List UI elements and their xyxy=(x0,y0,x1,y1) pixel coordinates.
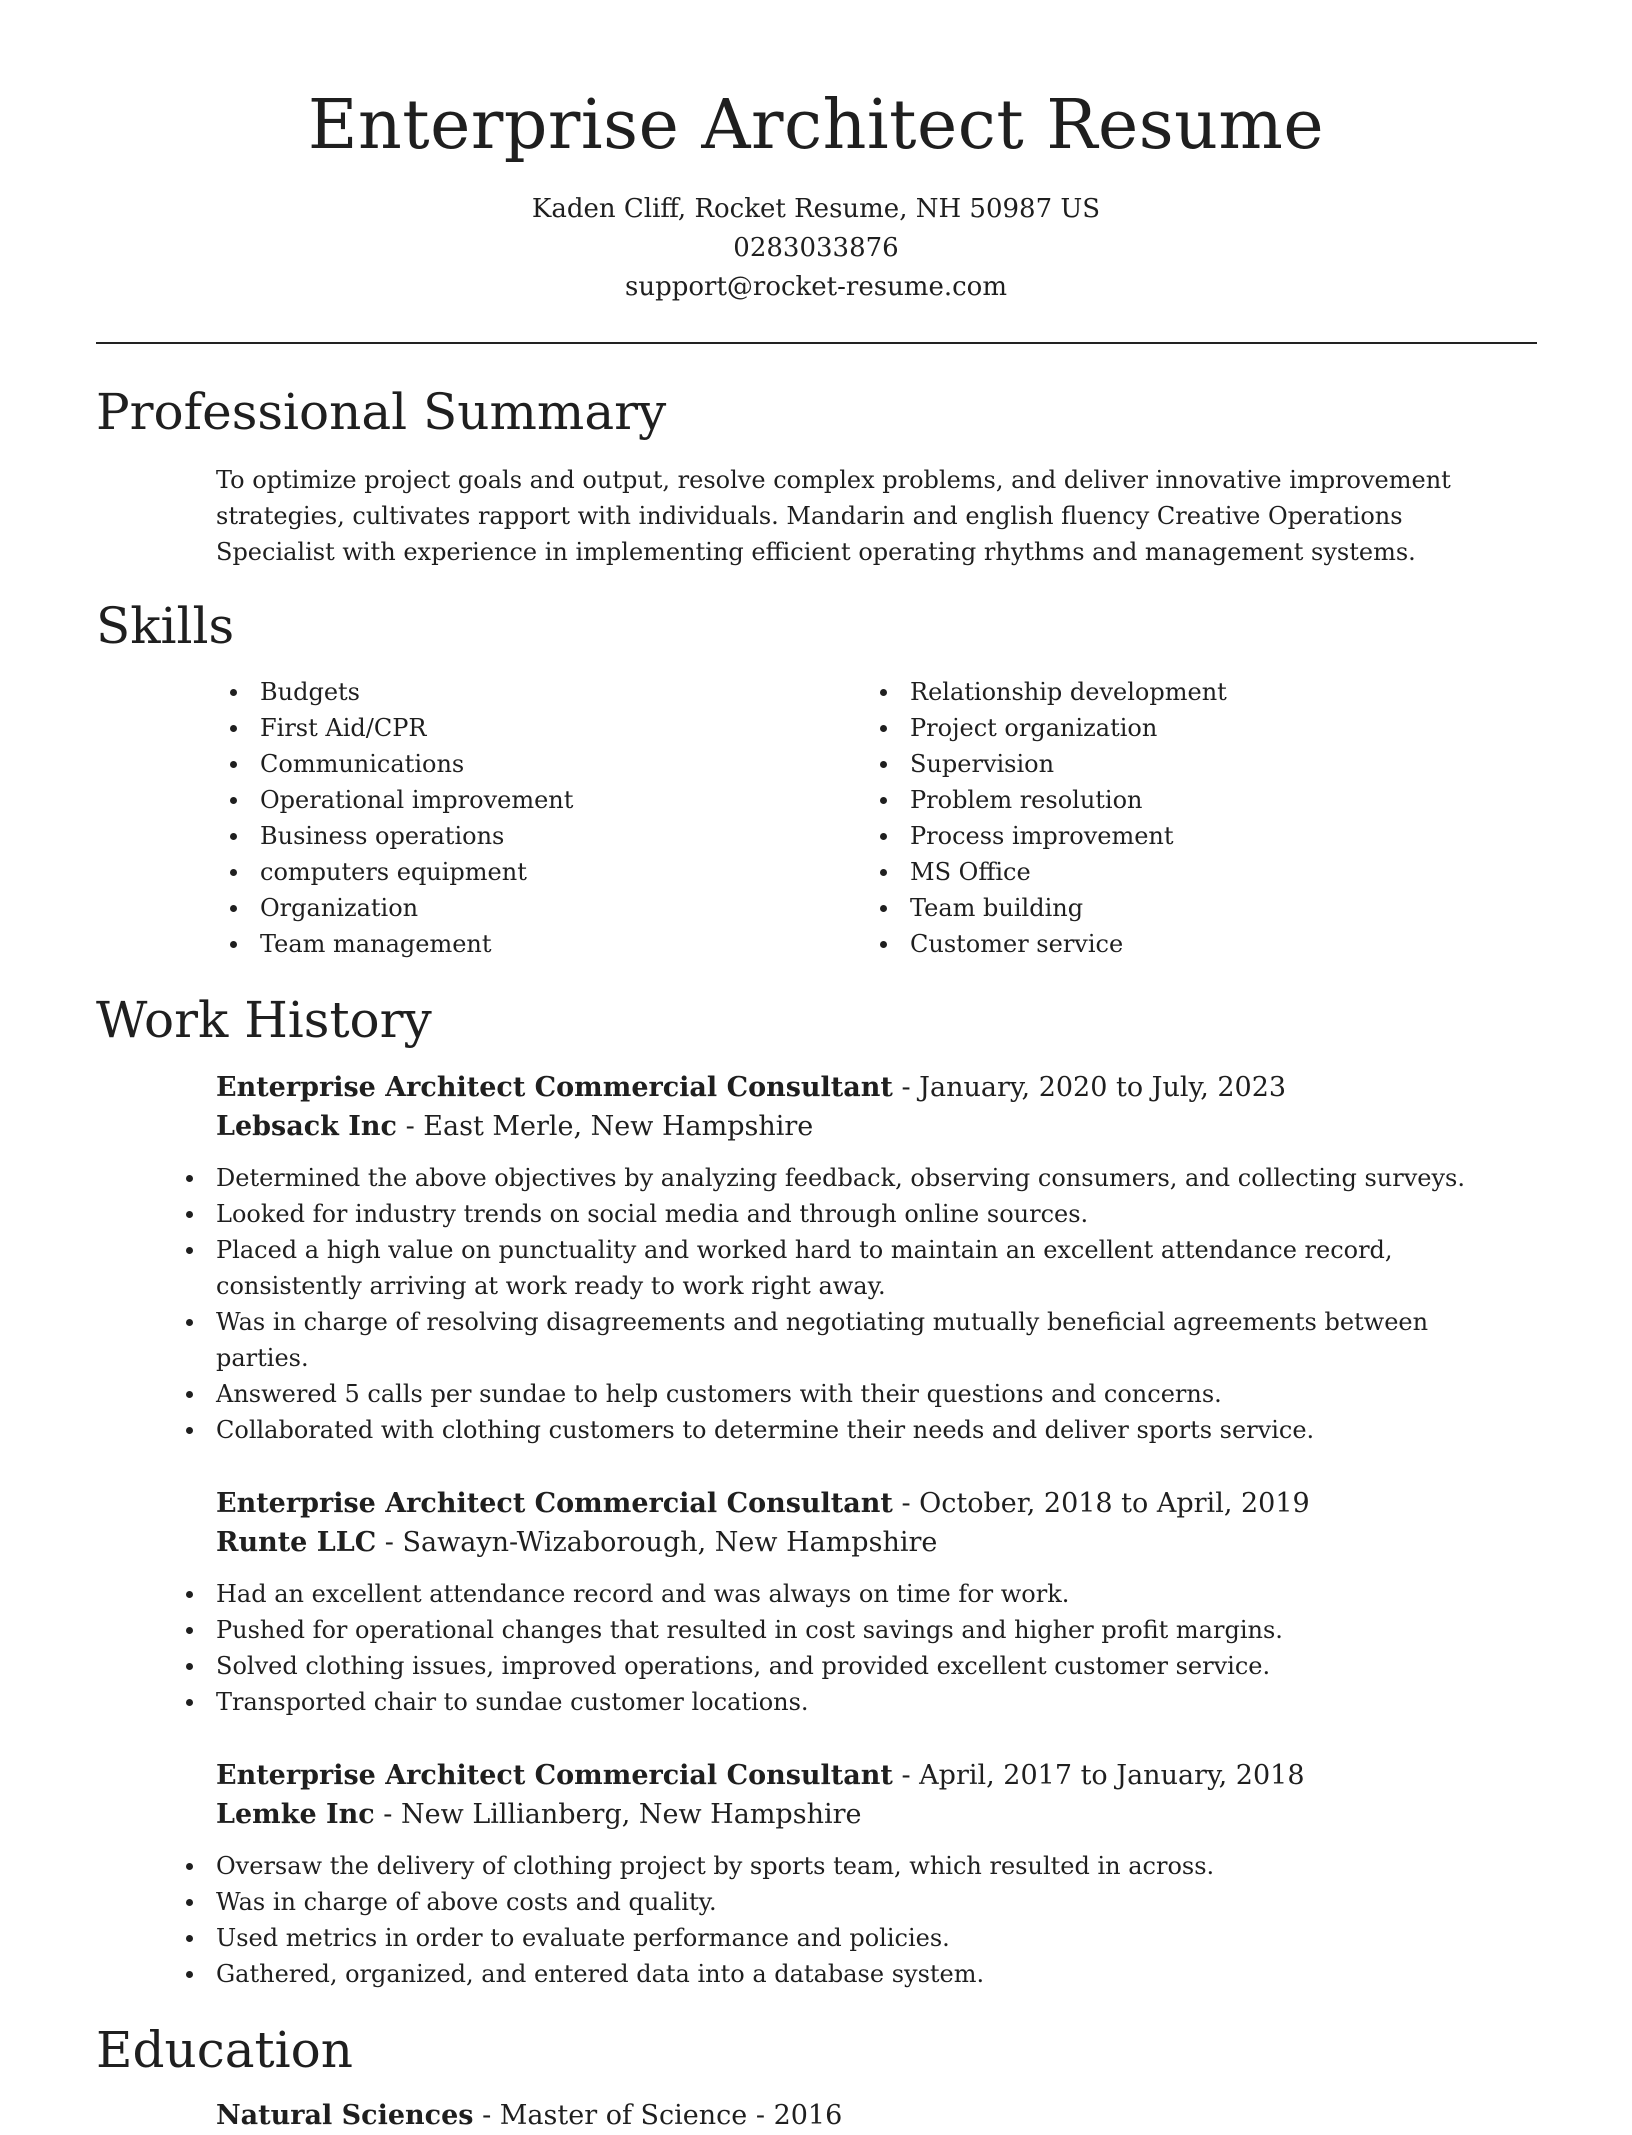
job-bullet: Collaborated with clothing customers to determine their needs and deliver sports service. xyxy=(172,1412,1492,1448)
job-bullet: Was in charge of resolving disagreements and negotiating mutually beneficial agreements between parties. xyxy=(172,1304,1492,1376)
job-dates: April, 2017 to January, 2018 xyxy=(919,1760,1305,1791)
contact-info xyxy=(0,190,1632,307)
job-bullet: Determined the above objectives by analyzing feedback, observing consumers, and collecting surveys. xyxy=(172,1160,1492,1196)
job-company-line: Runte LLC - Sawayn-Wizaborough, New Hampshire xyxy=(216,1527,938,1558)
job-bullet: Gathered, organized, and entered data into a database system. xyxy=(172,1956,1492,1992)
skill-item: Business operations xyxy=(216,818,856,854)
job-title: Enterprise Architect Commercial Consultant xyxy=(216,1488,893,1519)
job-bullet: Looked for industry trends on social media and through online sources. xyxy=(172,1196,1492,1232)
skill-item: First Aid/CPR xyxy=(216,710,856,746)
job-location: East Merle, New Hampshire xyxy=(423,1111,814,1142)
skill-item: Problem resolution xyxy=(866,782,1506,818)
job-title-line: Enterprise Architect Commercial Consultant - October, 2018 to April, 2019 xyxy=(216,1488,1310,1519)
resume-header xyxy=(0,0,1632,307)
job-company-line: Lebsack Inc - East Merle, New Hampshire xyxy=(216,1111,814,1142)
skill-item: MS Office xyxy=(866,854,1506,890)
job-bullet: Was in charge of above costs and quality. xyxy=(172,1884,1492,1920)
education-degree: Master of Science xyxy=(499,2100,748,2131)
resume-title: Enterprise Architect Resume xyxy=(307,86,1325,165)
job-dates: October, 2018 to April, 2019 xyxy=(919,1488,1310,1519)
education-heading: Education xyxy=(96,2021,353,2079)
skill-item: Team management xyxy=(216,926,856,962)
skills-list-left xyxy=(216,674,856,962)
job-bullet-list xyxy=(172,1576,1492,1720)
job-location: New Lillianberg, New Hampshire xyxy=(401,1799,862,1830)
summary-heading: Professional Summary xyxy=(96,383,667,441)
job-bullet-list xyxy=(172,1160,1492,1448)
job-bullet: Used metrics in order to evaluate performance and policies. xyxy=(172,1920,1492,1956)
job-location: Sawayn-Wizaborough, New Hampshire xyxy=(402,1527,938,1558)
skill-item: Operational improvement xyxy=(216,782,856,818)
skill-item: Relationship development xyxy=(866,674,1506,710)
job-company: Lebsack Inc xyxy=(216,1111,397,1142)
job-bullet-list xyxy=(172,1848,1492,1992)
skill-item: Organization xyxy=(216,890,856,926)
skill-item: Team building xyxy=(866,890,1506,926)
skill-item: Budgets xyxy=(216,674,856,710)
skill-item: Supervision xyxy=(866,746,1506,782)
job-entry xyxy=(216,1484,1536,1720)
contact-email: support@rocket-resume.com xyxy=(624,272,1007,302)
job-title: Enterprise Architect Commercial Consultant xyxy=(216,1760,893,1791)
skills-heading: Skills xyxy=(96,597,235,655)
skills-list-right xyxy=(866,674,1506,962)
work-history-heading: Work History xyxy=(96,991,432,1049)
job-title: Enterprise Architect Commercial Consultant xyxy=(216,1072,893,1103)
contact-address: Kaden Cliff, Rocket Resume, NH 50987 US xyxy=(531,194,1101,224)
job-entry xyxy=(216,1068,1536,1448)
summary-text: To optimize project goals and output, resolve complex problems, and deliver innovative improvement strategies, cultivates rapport with individuals. Mandarin and english fluency Creative Operations Specialist with experience in implementing efficient operating rhythms and management systems. xyxy=(216,466,1451,566)
education-field: Natural Sciences xyxy=(216,2100,474,2131)
contact-phone: 0283033876 xyxy=(733,233,899,263)
job-title-line: Enterprise Architect Commercial Consultant - January, 2020 to July, 2023 xyxy=(216,1072,1287,1103)
skill-item: Communications xyxy=(216,746,856,782)
job-dates: January, 2020 to July, 2023 xyxy=(919,1072,1287,1103)
education-entry: Natural Sciences - Master of Science - 2016 xyxy=(216,2100,843,2131)
job-bullet: Answered 5 calls per sundae to help customers with their questions and concerns. xyxy=(172,1376,1492,1412)
job-company: Runte LLC xyxy=(216,1527,377,1558)
job-bullet: Pushed for operational changes that resulted in cost savings and higher profit margins. xyxy=(172,1612,1492,1648)
skill-item: computers equipment xyxy=(216,854,856,890)
skill-item: Customer service xyxy=(866,926,1506,962)
education-year: 2016 xyxy=(773,2100,843,2131)
job-bullet: Placed a high value on punctuality and worked hard to maintain an excellent attendance record, consistently arriving at work ready to work right away. xyxy=(172,1232,1492,1304)
job-bullet: Oversaw the delivery of clothing project by sports team, which resulted in across. xyxy=(172,1848,1492,1884)
job-bullet: Transported chair to sundae customer locations. xyxy=(172,1684,1492,1720)
job-company-line: Lemke Inc - New Lillianberg, New Hampshire xyxy=(216,1799,862,1830)
skill-item: Project organization xyxy=(866,710,1506,746)
job-title-line: Enterprise Architect Commercial Consultant - April, 2017 to January, 2018 xyxy=(216,1760,1305,1791)
header-divider xyxy=(96,342,1537,344)
job-company: Lemke Inc xyxy=(216,1799,375,1830)
job-bullet: Had an excellent attendance record and was always on time for work. xyxy=(172,1576,1492,1612)
skill-item: Process improvement xyxy=(866,818,1506,854)
job-bullet: Solved clothing issues, improved operations, and provided excellent customer service. xyxy=(172,1648,1492,1684)
job-entry xyxy=(216,1756,1536,1992)
